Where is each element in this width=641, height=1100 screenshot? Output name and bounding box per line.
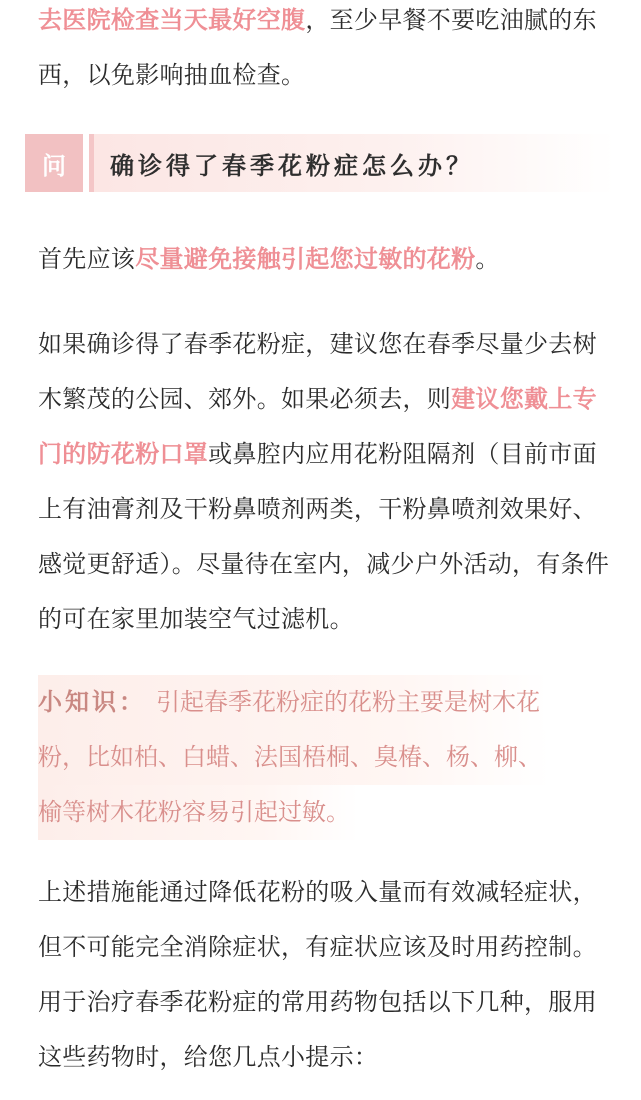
second-highlight: 建议您戴上专门的防花粉口罩	[38, 385, 597, 468]
first-prefix: 首先应该	[38, 245, 136, 273]
tip-line-3: 榆等树木花粉容易引起过敏。	[38, 785, 358, 840]
tip-label: 小知识：	[38, 688, 146, 716]
question-title: 确诊得了春季花粉症怎么办？	[94, 134, 615, 192]
second-paragraph	[38, 317, 618, 647]
intro-paragraph	[38, 0, 618, 103]
first-paragraph	[38, 232, 618, 287]
intro-highlight: 去医院检查当天最好空腹	[38, 6, 306, 34]
intro-text: ，至少早餐不要吃油腻的东西，以免影响抽血检查。	[38, 6, 597, 89]
first-highlight: 尽量避免接触引起您过敏的花粉	[135, 245, 476, 273]
second-suffix: 或鼻腔内应用花粉阻隔剂（目前市面上有油膏剂及干粉鼻喷剂两类，干粉鼻喷剂效果好、感觉更舒适）。尽量待在室内，减少户外活动，有条件的可在家里加装空气过滤机。	[38, 440, 610, 633]
third-paragraph: 上述措施能通过降低花粉的吸入量而有效减轻症状，但不可能完全消除症状，有症状应该及时用药控制。用于治疗春季花粉症的常用药物包括以下几种，服用这些药物时，给您几点小提示：	[38, 878, 597, 1071]
question-badge: 问	[25, 134, 83, 192]
first-suffix: 。	[475, 245, 500, 273]
tip-line-1: 引起春季花粉症的花粉主要是树木花	[156, 688, 540, 716]
question-heading	[25, 134, 615, 192]
second-prefix: 如果确诊得了春季花粉症，建议您在春季尽量少去树木繁茂的公园、郊外。如果必须去，则	[38, 330, 597, 413]
tip-block	[38, 675, 598, 840]
tip-line-2: 粉，比如柏、白蜡、法国梧桐、臭椿、杨、柳、	[38, 730, 550, 785]
